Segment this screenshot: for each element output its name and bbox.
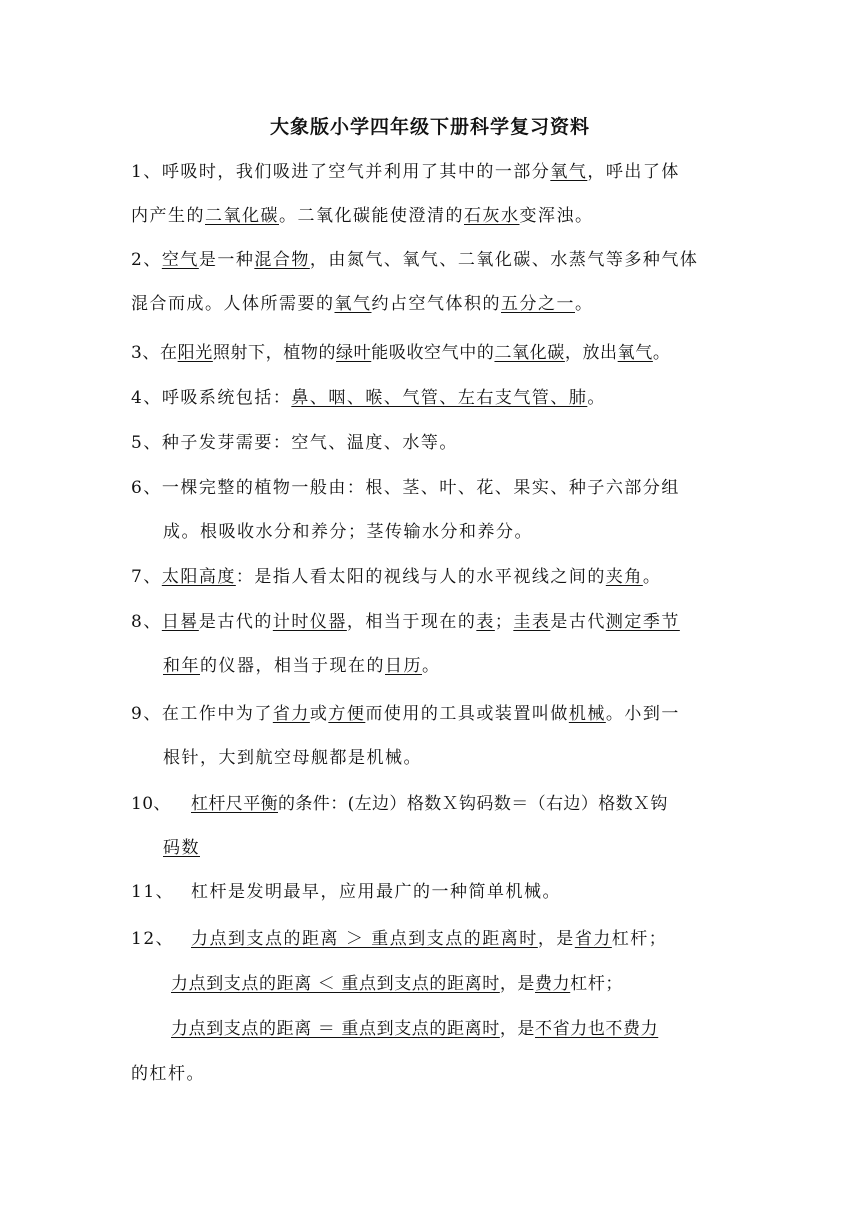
underlined-term: 费力 — [535, 974, 571, 994]
text: 是古代 — [550, 612, 606, 632]
item-12-line-2 — [171, 972, 623, 996]
text: ，相当于现在的 — [346, 612, 477, 632]
item-2-line-2 — [131, 292, 594, 316]
underlined-term: 鼻、咽、喉、气管、左右支气管、肺 — [291, 388, 588, 408]
underlined-term: 日晷 — [161, 612, 199, 632]
text: ：是指人看太阳的视线与人的水平视线之间的 — [235, 567, 606, 587]
item-2-line-1 — [131, 248, 698, 272]
text: 。 — [652, 343, 671, 363]
item-1-line-1 — [131, 160, 680, 184]
text: 杠杆是发明最早，应用最广的一种简单机械。 — [191, 882, 561, 902]
underlined-term: 二氧化碳 — [205, 206, 279, 226]
item-number: 8、 — [131, 612, 162, 632]
item-8-line-2 — [163, 654, 441, 678]
item-8-line-1 — [131, 610, 680, 634]
text: 。 — [587, 388, 606, 408]
text: 照射下，植物的 — [212, 343, 337, 363]
text: 的条件：(左边）格数Ｘ钩码数＝（右边）格数Ｘ钩 — [278, 794, 668, 814]
item-number: 3、 — [131, 343, 161, 363]
item-number: 11、 — [131, 882, 175, 902]
item-number: 9、 — [131, 704, 162, 724]
underlined-term: 力点到支点的距离 ＜ 重点到支点的距离时 — [171, 974, 500, 994]
item-number: 1、 — [131, 162, 162, 182]
text: 。二氧化碳能使澄清的 — [279, 206, 464, 226]
item-number: 7、 — [131, 567, 162, 587]
underlined-term: 力点到支点的距离 ＞ 重点到支点的距离时 — [191, 929, 538, 949]
underlined-term: 太阳高度 — [161, 567, 236, 587]
item-number: 6、 — [131, 478, 162, 498]
text: 根针，大到航空母舰都是机械。 — [163, 748, 422, 768]
underlined-term: 氧气 — [617, 343, 653, 363]
underlined-term: 二氧化碳 — [494, 343, 565, 363]
item-number: 12、 — [131, 929, 175, 949]
underlined-term: 氧气 — [334, 294, 372, 314]
underlined-term: 和年 — [163, 656, 200, 676]
text: 能吸收空气中的 — [371, 343, 495, 363]
text: 成。根吸收水分和养分；茎传输水分和养分。 — [163, 522, 533, 542]
text: 杠杆； — [611, 929, 668, 949]
text: 呼吸系统包括： — [161, 388, 292, 408]
text: ，是 — [499, 974, 536, 994]
text: ，是 — [537, 929, 575, 949]
item-7-line-1 — [131, 565, 661, 589]
text: 内产生的 — [131, 206, 205, 226]
text: 。 — [422, 656, 441, 676]
text: 的仪器，相当于现在的 — [200, 656, 385, 676]
text: 约占空气体积的 — [371, 294, 501, 314]
underlined-term: 省力 — [574, 929, 612, 949]
underlined-term: 计时仪器 — [272, 612, 347, 632]
text: 在 — [160, 343, 178, 363]
text: 或 — [309, 704, 329, 724]
text: 。 — [642, 567, 662, 587]
item-10-line-2 — [163, 836, 200, 860]
underlined-term: 不省力也不费力 — [535, 1019, 659, 1039]
text: 的杠杆。 — [131, 1064, 205, 1084]
text: 杠杆； — [570, 974, 624, 994]
underlined-term: 码数 — [163, 838, 200, 858]
text: 。 — [575, 294, 594, 314]
item-6-line-2 — [163, 520, 533, 544]
item-number: 4、 — [131, 388, 162, 408]
text: 变浑浊。 — [519, 206, 594, 226]
text: 是古代的 — [198, 612, 273, 632]
underlined-term: 阳光 — [177, 343, 213, 363]
underlined-term: 氧气 — [550, 162, 588, 182]
text: 一棵完整的植物一般由：根、茎、叶、花、果实、种子六部分组 — [161, 478, 680, 498]
item-6-line-1 — [131, 476, 680, 500]
text: ，是 — [499, 1019, 536, 1039]
underlined-term: 杠杆尺平衡 — [191, 794, 278, 814]
underlined-term: 圭表 — [513, 612, 551, 632]
text: ，由氮气、氧气、二氧化碳、水蒸气等多种气体 — [309, 250, 699, 270]
underlined-term: 空气 — [161, 250, 199, 270]
item-1-line-2 — [131, 204, 594, 228]
document-title: 大象版小学四年级下册科学复习资料 — [269, 116, 590, 138]
underlined-term: 机械 — [568, 704, 606, 724]
underlined-term: 力点到支点的距离 ＝ 重点到支点的距离时 — [171, 1019, 500, 1039]
underlined-term: 绿叶 — [336, 343, 372, 363]
item-5-line-1 — [131, 431, 458, 455]
item-3-line-1 — [131, 341, 670, 365]
item-11-line-1 — [131, 880, 561, 904]
text: 。小到一 — [605, 704, 680, 724]
item-12-line-1 — [131, 927, 667, 951]
item-9-line-2 — [163, 746, 422, 770]
text: ，放出 — [564, 343, 618, 363]
underlined-term: 方便 — [328, 704, 366, 724]
text: 而使用的工具或装置叫做 — [365, 704, 569, 724]
item-number: 10、 — [131, 794, 171, 814]
text: 在工作中为了 — [161, 704, 273, 724]
text: ，呼出了体 — [587, 162, 680, 182]
item-10-line-1 — [131, 792, 668, 816]
underlined-term: 日历 — [385, 656, 422, 676]
underlined-term: 表 — [476, 612, 495, 632]
text: 是一种 — [198, 250, 255, 270]
underlined-term: 石灰水 — [464, 206, 520, 226]
underlined-term: 测定季节 — [605, 612, 680, 632]
text: 呼吸时，我们吸进了空气并利用了其中的一部分 — [161, 162, 551, 182]
text: 混合而成。人体所需要的 — [131, 294, 335, 314]
underlined-term: 省力 — [272, 704, 310, 724]
item-12-line-3 — [171, 1017, 658, 1041]
underlined-term: 五分之一 — [501, 294, 575, 314]
text: ； — [494, 612, 514, 632]
item-number: 2、 — [131, 250, 162, 270]
underlined-term: 夹角 — [605, 567, 643, 587]
item-9-line-1 — [131, 702, 680, 726]
text: 种子发芽需要：空气、温度、水等。 — [161, 433, 458, 453]
underlined-term: 混合物 — [254, 250, 310, 270]
item-12-line-4 — [131, 1062, 205, 1086]
item-number: 5、 — [131, 433, 162, 453]
item-4-line-1 — [131, 386, 606, 410]
